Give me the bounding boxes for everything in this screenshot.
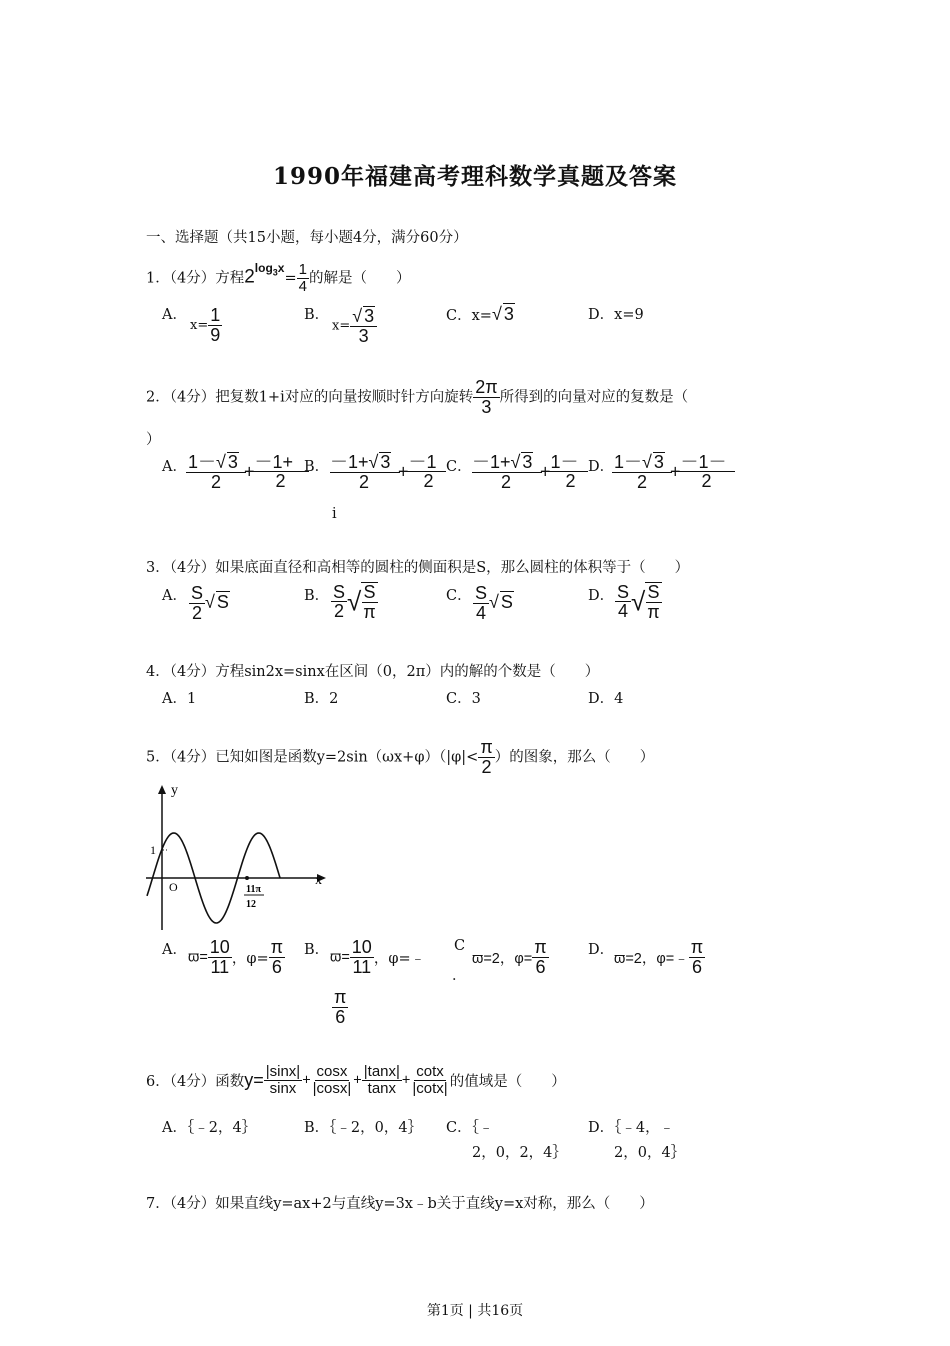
q5-a-num: 10 xyxy=(209,937,230,957)
q4-option-a: A．1 xyxy=(162,691,197,707)
q3-opt-d-label: D． xyxy=(588,588,615,604)
q3-opt-b-label: B． xyxy=(304,588,330,604)
q5-b-phi-den: 6 xyxy=(335,1006,346,1027)
q2-c-plus: + xyxy=(540,461,551,482)
q1-rhs-den: 4 xyxy=(298,277,307,295)
q1-option-a-label: A． xyxy=(162,307,187,323)
q2-c-f1-den: 2 xyxy=(500,471,511,492)
q5-c-omega: ϖ=2，φ= xyxy=(472,950,533,967)
q2-angle-den: 3 xyxy=(481,396,492,417)
question-1 xyxy=(146,262,410,295)
q6-stem-suffix: 的值域是（ ） xyxy=(449,1073,566,1090)
q2-c-f2-den: 2 xyxy=(565,471,576,492)
q6-option-d-line1: D．｛﹣4，﹣ xyxy=(588,1120,675,1136)
q2-d-f1-root: 3 xyxy=(653,452,664,472)
q2-a-f2-den: 2 xyxy=(275,471,286,492)
q2-opt-a-label: A． xyxy=(162,459,187,475)
q3-option-b: $\frac{S}{2}$ √ $\frac{S}{\pi}$ xyxy=(333,581,376,622)
q1-rhs-num: 1 xyxy=(298,261,307,278)
q1-stem-prefix: 1．（4分）方程 xyxy=(146,270,245,287)
q5-opt-c-dot: ． xyxy=(452,968,467,984)
q6-t3-den: tanx xyxy=(367,1079,397,1097)
q5-d-phi-num: π xyxy=(690,937,704,957)
q5-cond-num: π xyxy=(480,737,493,757)
q2-b-tail: i xyxy=(332,506,337,522)
q7-stem: 7．（4分）如果直线y=ax+2与直线y=3x﹣b关于直线y=x对称，那么（ ） xyxy=(146,1196,654,1212)
q5-b-phi-frac xyxy=(332,988,348,1027)
q1-exponent-sub: 3 xyxy=(272,267,278,278)
q6-t4-num: cotx xyxy=(416,1063,444,1080)
q1-opt-c-root: 3 xyxy=(503,304,514,324)
q6-t4-den: |cotx| xyxy=(412,1079,448,1097)
q1-opt-d-label: D． xyxy=(588,307,615,323)
q5-a-omega: ϖ= xyxy=(188,949,208,966)
q1-opt-c-label: C． xyxy=(446,308,472,324)
q3-d-root-num: S xyxy=(647,582,660,602)
q3-a-num: S xyxy=(191,583,204,603)
q5-b-omega: ϖ= xyxy=(330,949,350,966)
q5-stem-prefix: 5．（4分）已知如图是函数y=2sin（ωx+φ）（|φ|< xyxy=(146,749,479,766)
q2-b-f2-den: 2 xyxy=(423,471,434,492)
q5-a-den: 11 xyxy=(210,956,230,977)
question-6 xyxy=(146,1064,566,1097)
q3-stem: 3．（4分）如果底面直径和高相等的圆柱的侧面积是S，那么圆柱的体积等于（ ） xyxy=(146,560,690,576)
q6-option-b: B．｛﹣2，0，4｝ xyxy=(304,1120,423,1136)
q4-option-b: B．2 xyxy=(304,691,339,707)
q6-option-a: A．｛﹣2，4｝ xyxy=(162,1120,257,1136)
q3-d-root-den: π xyxy=(647,601,660,622)
q2-option-c: $\frac{-1+√ 3}{2}$ + $\frac{1-}{2}$ xyxy=(472,452,588,492)
q2-d-plus: + xyxy=(670,461,681,482)
q2-stem-cont: ） xyxy=(146,432,161,448)
q1-opt-a-prefix: x= xyxy=(190,317,209,333)
q6-option-c-line1: C．｛﹣ xyxy=(446,1120,494,1136)
q2-option-d: $\frac{1-√ 3}{2}$ + $\frac{-1-}{2}$ xyxy=(614,452,733,492)
q2-d-f1-num: 1－ xyxy=(614,452,643,472)
q5-option-d xyxy=(614,938,705,977)
q3-c-num: S xyxy=(475,583,488,603)
q3-b-num: S xyxy=(333,581,346,602)
q5-option-a xyxy=(188,938,285,977)
q1-opt-d-text: x=9 xyxy=(614,307,644,323)
q5-a-phi-num: π xyxy=(270,937,284,957)
q5-stem-suffix: ）的图象，那么（ ） xyxy=(494,749,655,766)
q5-a-phi-den: 6 xyxy=(271,956,282,977)
origin-label: O xyxy=(169,880,178,894)
q1-opt-b-prefix: x= xyxy=(332,318,351,334)
q3-a-den: 2 xyxy=(192,602,203,623)
q4-stem: 4．（4分）方程sin2x=sinx在区间（0，2π）内的解的个数是（ ） xyxy=(146,664,600,680)
q2-angle-num: 2π xyxy=(475,377,498,397)
q2-a-plus: + xyxy=(244,461,255,482)
q5-cond-den: 2 xyxy=(481,756,492,777)
q2-stem: 2．（4分）把复数1+i对应的向量按顺时针方向旋转 xyxy=(146,389,474,406)
q6-option-c-line2: 2，0，2，4｝ xyxy=(472,1145,567,1161)
q5-d-phi-den: 6 xyxy=(691,956,702,977)
q5-option-c xyxy=(472,938,549,977)
q3-c-den: 4 xyxy=(476,602,487,623)
q2-opt-b-label: B． xyxy=(304,459,330,475)
q2-b-f1-num: －1+ xyxy=(330,452,369,472)
q2-option-b: $\frac{-1+√ 3}{2}$ + $\frac{-1}{2}$ xyxy=(330,452,446,492)
q6-t1-den: sinx xyxy=(269,1079,297,1097)
q6-t2-num: cosx xyxy=(316,1063,348,1080)
q5-c-phi-num: π xyxy=(534,937,547,957)
q1-exponent-var: x xyxy=(277,261,285,276)
q5-d-omega: ϖ=2，φ=﹣ xyxy=(614,950,689,967)
q1-equals: = xyxy=(284,270,297,287)
q6-t3-num: |tanx| xyxy=(363,1063,400,1080)
q2-c-f1-num: －1+ xyxy=(472,452,511,472)
q1-exponent: log xyxy=(254,261,273,276)
q6-option-d-line2: 2，0，4｝ xyxy=(614,1145,686,1161)
q3-option-a: $\frac{S}{2}$ √ S xyxy=(191,583,229,623)
q2-d-f1-den: 2 xyxy=(636,471,647,492)
q1-opt-c-prefix: x= xyxy=(471,308,492,324)
q3-b-root-den: π xyxy=(363,601,376,622)
q5-b-den: 11 xyxy=(352,956,372,977)
x-axis-label: x xyxy=(315,873,322,888)
q5-opt-a-label: A． xyxy=(162,942,187,958)
q2-b-f1-root: 3 xyxy=(380,452,391,472)
q5-b-phi-num: π xyxy=(334,987,347,1007)
section-heading: 一、选择题（共15小题，每小题4分，满分60分） xyxy=(146,230,468,246)
q6-plus-3: + xyxy=(401,1072,411,1089)
q2-b-f2-num: －1 xyxy=(407,453,446,473)
q1-option-b-label: B． xyxy=(304,307,330,323)
q3-b-den: 2 xyxy=(334,601,345,622)
q2-a-f1-den: 2 xyxy=(210,471,221,492)
x-tick-num: 11π xyxy=(246,884,261,895)
q3-b-root-num: S xyxy=(363,582,376,602)
q5-sine-graph xyxy=(140,778,340,940)
q2-d-f2-den: 2 xyxy=(701,471,712,492)
q1-opt-a-den: 9 xyxy=(210,324,221,345)
q3-d-den: 4 xyxy=(618,601,629,622)
x-tick-point xyxy=(245,876,249,880)
q3-a-root: S xyxy=(216,591,229,612)
q1-opt-b-den: 3 xyxy=(358,325,369,346)
q4-option-d: D．4 xyxy=(588,691,624,707)
q6-plus-1: + xyxy=(302,1072,311,1089)
q2-stem-suffix: 所得到的向量对应的复数是（ xyxy=(499,389,689,406)
q2-a-f1-num: 1－ xyxy=(188,452,217,472)
q2-b-f1-den: 2 xyxy=(358,471,369,492)
q6-t1-num: |sinx| xyxy=(265,1063,301,1080)
q2-option-a: $\frac{1-√ 3}{2}$ + $\frac{-1+}{2}$ xyxy=(188,452,307,492)
q1-base: 2 xyxy=(244,266,255,288)
q2-d-f2-num: －1－ xyxy=(679,453,735,473)
y-axis-label: y xyxy=(171,783,178,798)
q1-option-b: x= $\frac{√ 3}{3}$ xyxy=(332,306,377,346)
q5-opt-c-label: C xyxy=(454,938,466,954)
q2-c-f2-num: 1－ xyxy=(549,453,588,473)
q1-stem-suffix: 的解是（ ） xyxy=(308,270,411,287)
q1-opt-a-num: 1 xyxy=(210,305,221,325)
q6-stem-prefix: 6．（4分）函数 xyxy=(146,1073,245,1090)
q2-opt-d-label: D． xyxy=(588,459,615,475)
q1-opt-b-root: 3 xyxy=(364,306,375,326)
q2-a-f2-num: －1+ xyxy=(253,453,309,473)
q4-option-c: C．3 xyxy=(446,691,481,707)
q5-b-phi: ，φ=﹣ xyxy=(373,950,426,967)
q2-c-f1-root: 3 xyxy=(522,452,533,472)
q2-b-plus: + xyxy=(398,461,409,482)
q2-a-f1-root: 3 xyxy=(227,452,238,472)
page-title: 1990年福建高考理科数学真题及答案 xyxy=(272,163,677,190)
q5-c-phi-den: 6 xyxy=(535,956,546,977)
y-tick-1: 1 xyxy=(150,843,156,857)
q3-opt-a-label: A． xyxy=(162,588,187,604)
y-axis-arrow xyxy=(158,785,166,794)
question-5 xyxy=(146,738,654,777)
q5-b-num: 10 xyxy=(351,937,372,957)
q5-option-b xyxy=(330,938,425,977)
q1-option-c: C．x=√ 3 xyxy=(446,304,514,324)
q5-a-phi: ，φ= xyxy=(231,950,269,967)
q3-d-num: S xyxy=(617,581,630,602)
q3-option-c: $\frac{S}{4}$ √ S xyxy=(475,583,513,623)
q6-plus-2: + xyxy=(353,1072,362,1089)
q3-option-d: $\frac{S}{4}$ √ $\frac{S}{\pi}$ xyxy=(617,581,660,622)
page-footer: 第1页 | 共16页 xyxy=(426,1303,524,1319)
q3-opt-c-label: C． xyxy=(446,588,472,604)
question-2 xyxy=(146,378,688,417)
q1-option-a xyxy=(190,306,222,345)
x-tick-den: 12 xyxy=(246,899,256,910)
q6-y-eq: y= xyxy=(244,1069,264,1090)
q2-opt-c-label: C． xyxy=(446,459,472,475)
q6-t2-den: |cosx| xyxy=(312,1079,352,1097)
q3-c-root: S xyxy=(500,591,513,612)
q5-opt-d-label: D． xyxy=(588,942,615,958)
q1-option-d xyxy=(588,303,644,324)
q5-opt-b-label: B． xyxy=(304,942,330,958)
